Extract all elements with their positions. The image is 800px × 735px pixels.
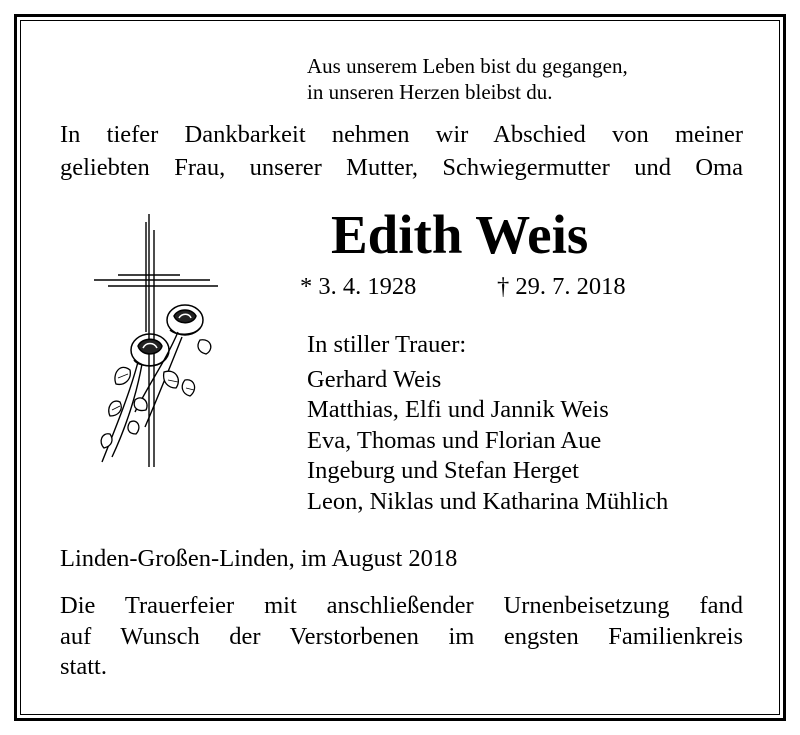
mourner-name: Leon, Niklas und Katharina Mühlich: [307, 487, 669, 515]
death-date: † 29. 7. 2018: [497, 273, 626, 300]
mourner-name: Matthias, Elfi und Jannik Weis: [307, 396, 609, 423]
cross-with-roses-icon: [90, 212, 220, 474]
intro-line-2: geliebten Frau, unserer Mutter, Schwiegermutter und Oma: [60, 154, 743, 181]
motto-line-1: Aus unserem Leben bist du gegangen,: [307, 54, 628, 78]
motto: [307, 53, 628, 105]
ceremony-notice: [60, 591, 743, 683]
ceremony-line-1: Die Trauerfeier mit anschließender Urnenbeisetzung fand: [60, 592, 743, 619]
ceremony-line-2: auf Wunsch der Verstorbenen im engsten Familienkreis: [60, 622, 743, 650]
mourner-name: Ingeburg und Stefan Herget: [307, 457, 579, 484]
ceremony-line-3: statt.: [60, 653, 107, 680]
place-and-date: Linden-Großen-Linden, im August 2018: [60, 545, 458, 572]
intro-text: [60, 118, 743, 184]
intro-line-1: In tiefer Dankbarkeit nehmen wir Abschied von meiner: [60, 121, 743, 148]
mourners-heading: In stiller Trauer:: [307, 331, 467, 358]
deceased-name: Edith Weis: [331, 204, 589, 265]
mourners-list: [307, 330, 668, 517]
mourner-name: Eva, Thomas und Florian Aue: [307, 426, 602, 454]
birth-date: * 3. 4. 1928: [300, 273, 417, 300]
mourner-name: Gerhard Weis: [307, 365, 442, 393]
motto-line-2: in unseren Herzen bleibst du.: [307, 80, 553, 104]
